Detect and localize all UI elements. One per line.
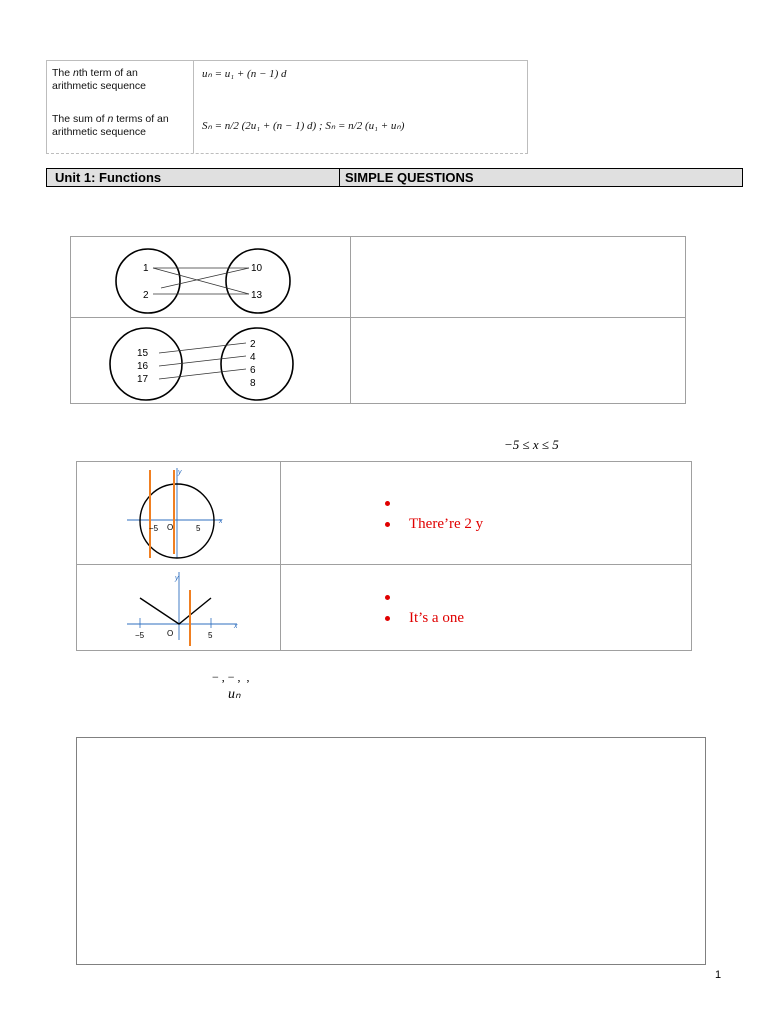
bullet-icon <box>385 595 390 600</box>
x-axis-label: x <box>219 518 223 525</box>
domain-value: 1 <box>143 263 149 274</box>
domain-note: −5 ≤ x ≤ 5 <box>504 437 559 452</box>
x-tick: −5 <box>149 524 159 533</box>
origin-label: O <box>167 523 174 532</box>
mapping-table <box>70 236 686 404</box>
codomain-value: 4 <box>250 352 256 363</box>
sum-formula: Sₙ = n/2 (2u₁ + (n − 1) d) ; Sₙ = n/2 (u₁ + uₙ) <box>202 120 405 132</box>
graph-table-divider <box>280 462 281 650</box>
unit-header-bar <box>46 168 743 187</box>
bullet-icon <box>385 522 390 527</box>
sum-label: The sum of n terms of an arithmetic sequence <box>52 113 169 138</box>
nth-term-label: The nth term of an arithmetic sequence <box>52 67 146 92</box>
graph-table <box>76 461 692 651</box>
sequence-term: uₙ <box>228 687 241 702</box>
x-tick: 5 <box>196 524 201 533</box>
v-graph <box>122 568 247 650</box>
answer-bullets-1 <box>385 493 483 535</box>
answer-bullets-2 <box>385 587 464 629</box>
sequence-fragment: − , − , , <box>212 670 250 684</box>
list-item: It’s a one <box>385 608 464 629</box>
mapping-arrow <box>161 268 249 288</box>
graph-table-row-divider <box>77 564 691 565</box>
section-title: SIMPLE QUESTIONS <box>345 170 474 185</box>
codomain-value: 10 <box>251 263 263 274</box>
page-number: 1 <box>715 969 722 981</box>
codomain-value: 2 <box>250 339 256 350</box>
domain-value: 17 <box>137 374 149 385</box>
formula-table-divider <box>193 61 194 153</box>
list-item <box>385 493 483 514</box>
mapping-arrow <box>153 268 249 294</box>
codomain-value: 8 <box>250 378 256 389</box>
codomain-value: 6 <box>250 365 256 376</box>
origin-label: O <box>167 629 174 638</box>
answer-box <box>76 737 706 965</box>
mapping-diagram-2 <box>101 323 301 403</box>
formula-table <box>46 60 528 154</box>
unit-header-separator <box>339 169 340 186</box>
domain-value: 2 <box>143 290 149 301</box>
x-tick: 5 <box>208 631 213 640</box>
x-tick: −5 <box>135 631 145 640</box>
unit-title: Unit 1: Functions <box>55 170 162 185</box>
mapping-arrow <box>159 343 246 353</box>
y-axis-label: y <box>178 469 182 476</box>
codomain-value: 13 <box>251 290 263 301</box>
mapping-table-row-divider <box>71 317 685 318</box>
mapping-diagram-1 <box>101 243 301 317</box>
mapping-table-divider <box>350 237 351 403</box>
mapping-arrow <box>159 356 246 366</box>
list-item <box>385 587 464 608</box>
codomain-set <box>221 328 293 400</box>
x-axis-label: x <box>234 623 238 630</box>
v-curve <box>140 598 211 624</box>
nth-term-formula: uₙ = u₁ + (n − 1) d <box>202 68 287 80</box>
list-item: There’re 2 y <box>385 514 483 535</box>
domain-set <box>116 249 180 313</box>
codomain-set <box>226 249 290 313</box>
circle-graph <box>122 466 232 562</box>
bullet-icon <box>385 501 390 506</box>
bullet-icon <box>385 616 390 621</box>
domain-value: 15 <box>137 348 149 359</box>
y-axis-label: y <box>175 575 179 582</box>
mapping-arrow <box>159 369 246 379</box>
domain-value: 16 <box>137 361 149 372</box>
